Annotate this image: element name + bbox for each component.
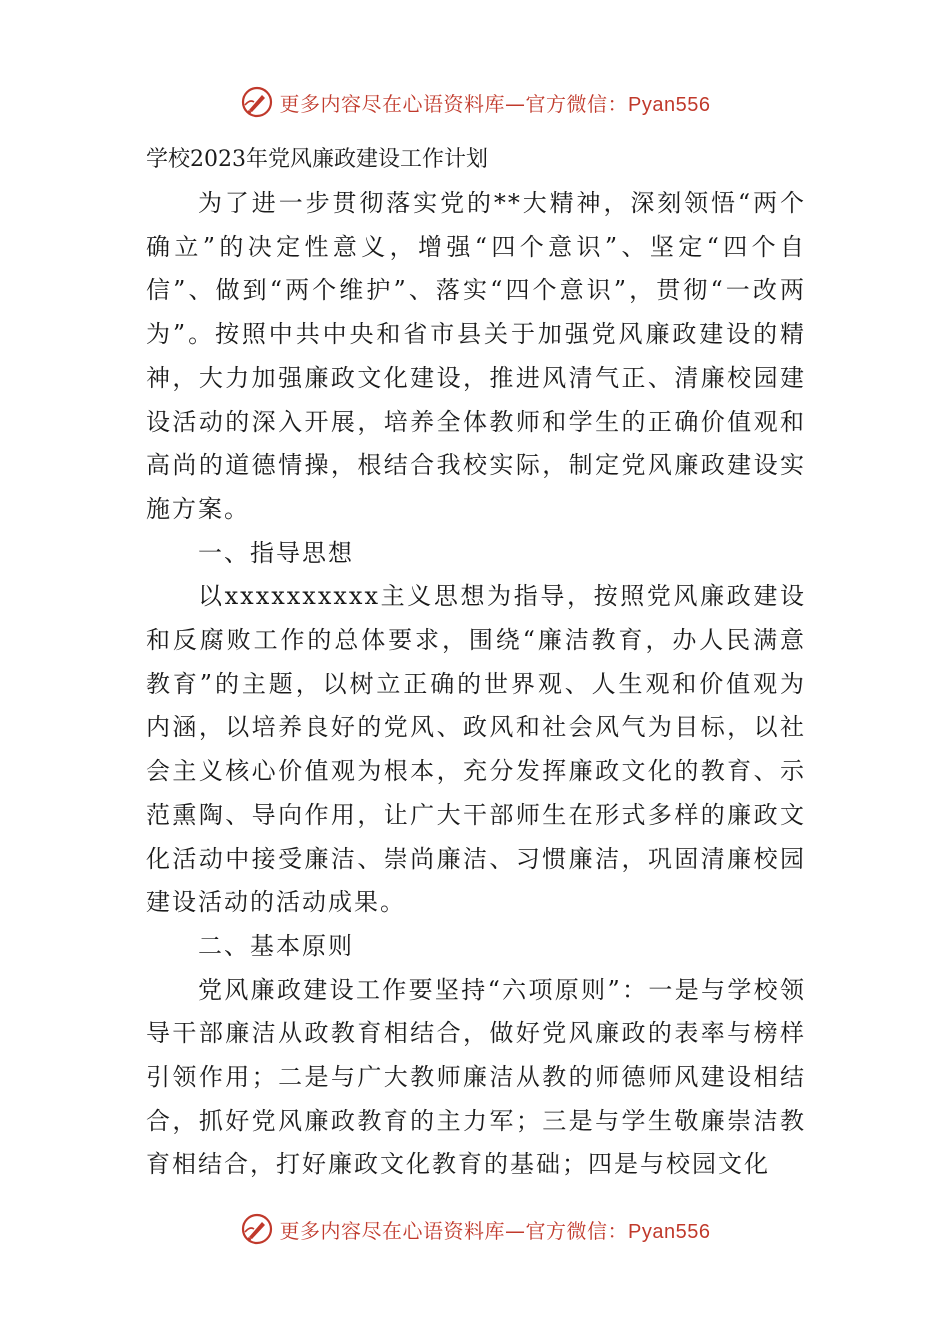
document-body: [146, 138, 806, 1187]
footer-banner: [0, 1209, 950, 1249]
document-title: 学校2023年党风廉政建设工作计划: [146, 147, 488, 172]
basic-principles-paragraph: 党风廉政建设工作要坚持“六项原则”：一是与学校领导干部廉洁从政教育相结合，做好党风廉政的表率与榜样引领作用；二是与广大教师廉洁从教的师德师风建设相结合，抓好党风廉政教育的主力军；三是与学生敬廉崇洁教育相结合，打好廉政文化教育的基础；四是与校园文化: [146, 975, 806, 1179]
pen-circle-logo-icon: [240, 85, 274, 119]
banner-text: 更多内容尽在心语资料库—官方微信：Pyan556: [279, 91, 711, 116]
header-banner: [0, 82, 950, 122]
section-heading-basic-principles: 二、基本原则: [198, 931, 354, 960]
intro-paragraph: 为了进一步贯彻落实党的**大精神，深刻领悟“两个确立”的决定性意义，增强“四个意识”、坚定“四个自信”、做到“两个维护”、落实“四个意识”，贯彻“一改两为”。按照中共中央和省市县关于加强党风廉政建设的精神，大力加强廉政文化建设，推进风清气正、清廉校园建设活动的深入开展，培养全体教师和学生的正确价值观和高尚的道德情操，根结合我校实际，制定党风廉政建设实施方案。: [146, 189, 806, 523]
pen-circle-logo-icon: [240, 1212, 274, 1246]
section-heading-guiding-ideology: 一、指导思想: [198, 538, 354, 567]
guiding-ideology-paragraph: 以xxxxxxxxxx主义思想为指导，按照党风廉政建设和反腐败工作的总体要求，围绕“廉洁教育，办人民满意教育”的主题，以树立正确的世界观、人生观和价值观为内涵，以培养良好的党风、政风和社会风气为目标，以社会主义核心价值观为根本，充分发挥廉政文化的教育、示范熏陶、导向作用，让广大干部师生在形式多样的廉政文化活动中接受廉洁、崇尚廉洁、习惯廉洁，巩固清廉校园建设活动的活动成果。: [146, 582, 806, 917]
banner-text: 更多内容尽在心语资料库—官方微信：Pyan556: [279, 1218, 711, 1243]
